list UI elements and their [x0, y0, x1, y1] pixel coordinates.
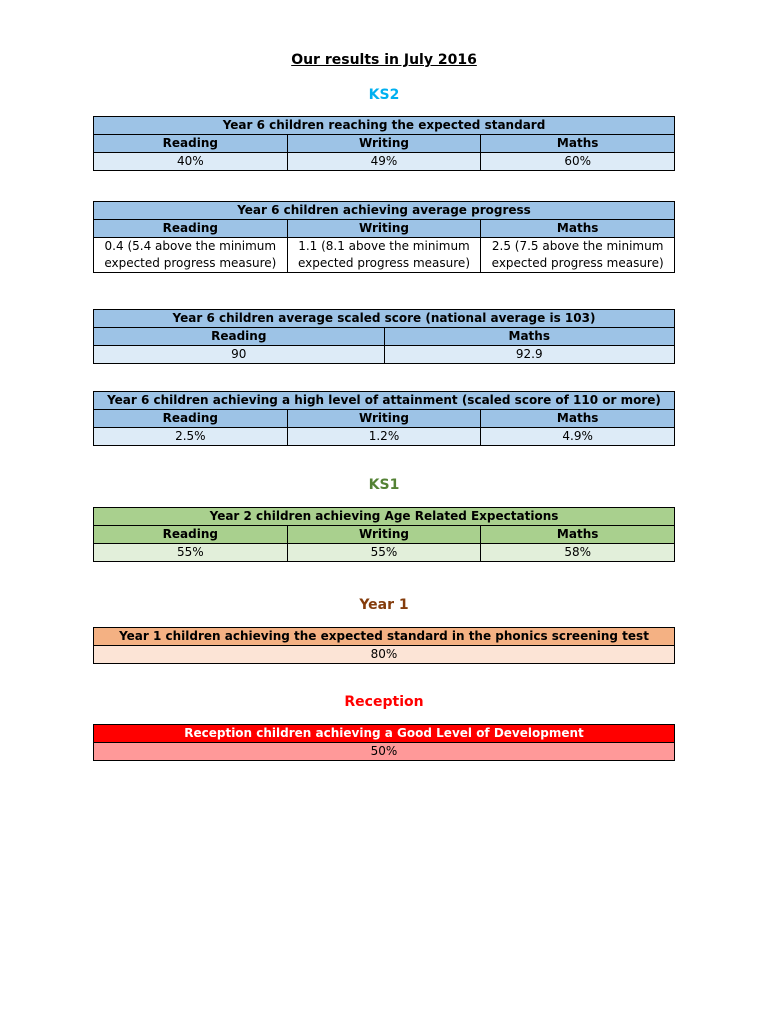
- column-header-maths: Maths: [481, 220, 675, 238]
- reception-gld-table: [93, 724, 675, 761]
- ks2-heading: KS2: [368, 87, 400, 103]
- reception-heading: Reception: [344, 694, 424, 710]
- column-header-maths: Maths: [481, 135, 675, 153]
- table-title-row: [94, 725, 675, 743]
- value-maths: 92.9: [384, 346, 675, 364]
- column-header-reading: Reading: [94, 526, 288, 544]
- value-reading: 90: [94, 346, 385, 364]
- table-title: Year 6 children achieving a high level of attainment (scaled score of 110 or more): [94, 392, 675, 410]
- table-row: [94, 743, 675, 761]
- ks2-average-progress-table: [93, 201, 675, 273]
- ks1-age-related-table: [93, 507, 675, 562]
- table-title-row: [94, 117, 675, 135]
- value-writing: 55%: [287, 544, 481, 562]
- page-title: Our results in July 2016: [291, 52, 477, 68]
- value-writing: 49%: [287, 153, 481, 171]
- ks1-heading: KS1: [368, 477, 400, 493]
- ks2-high-attainment-table: [93, 391, 675, 446]
- column-header-writing: Writing: [287, 410, 481, 428]
- table-title-row: [94, 628, 675, 646]
- column-header-reading: Reading: [94, 135, 288, 153]
- value-phonics: 80%: [94, 646, 675, 664]
- table-row: [94, 544, 675, 562]
- column-header-maths: Maths: [481, 410, 675, 428]
- value-maths: 2.5 (7.5 above the minimum expected progress measure): [481, 238, 675, 273]
- table-header-row: [94, 526, 675, 544]
- table-header-row: [94, 328, 675, 346]
- column-header-reading: Reading: [94, 328, 385, 346]
- year1-phonics-table: [93, 627, 675, 664]
- year1-heading: Year 1: [359, 597, 409, 613]
- ks2-expected-standard-table: [93, 116, 675, 171]
- table-title: Year 2 children achieving Age Related Expectations: [94, 508, 675, 526]
- value-maths: 60%: [481, 153, 675, 171]
- value-reading: 2.5%: [94, 428, 288, 446]
- table-title: Year 6 children reaching the expected standard: [94, 117, 675, 135]
- table-title: Year 6 children achieving average progress: [94, 202, 675, 220]
- table-title-row: [94, 310, 675, 328]
- value-maths: 4.9%: [481, 428, 675, 446]
- table-title-row: [94, 202, 675, 220]
- table-header-row: [94, 410, 675, 428]
- column-header-reading: Reading: [94, 220, 288, 238]
- column-header-reading: Reading: [94, 410, 288, 428]
- value-reading: 40%: [94, 153, 288, 171]
- value-maths: 58%: [481, 544, 675, 562]
- value-reading: 0.4 (5.4 above the minimum expected progress measure): [94, 238, 288, 273]
- table-header-row: [94, 220, 675, 238]
- table-row: [94, 646, 675, 664]
- column-header-writing: Writing: [287, 526, 481, 544]
- table-title-row: [94, 508, 675, 526]
- table-row: [94, 428, 675, 446]
- table-row: [94, 346, 675, 364]
- ks2-scaled-score-table: [93, 309, 675, 364]
- table-title: Reception children achieving a Good Level of Development: [94, 725, 675, 743]
- table-row: [94, 238, 675, 273]
- column-header-writing: Writing: [287, 135, 481, 153]
- table-title: Year 6 children average scaled score (national average is 103): [94, 310, 675, 328]
- value-reading: 55%: [94, 544, 288, 562]
- value-writing: 1.2%: [287, 428, 481, 446]
- value-writing: 1.1 (8.1 above the minimum expected progress measure): [287, 238, 481, 273]
- table-title-row: [94, 392, 675, 410]
- column-header-maths: Maths: [384, 328, 675, 346]
- value-gld: 50%: [94, 743, 675, 761]
- table-title: Year 1 children achieving the expected standard in the phonics screening test: [94, 628, 675, 646]
- table-row: [94, 153, 675, 171]
- column-header-maths: Maths: [481, 526, 675, 544]
- column-header-writing: Writing: [287, 220, 481, 238]
- table-header-row: [94, 135, 675, 153]
